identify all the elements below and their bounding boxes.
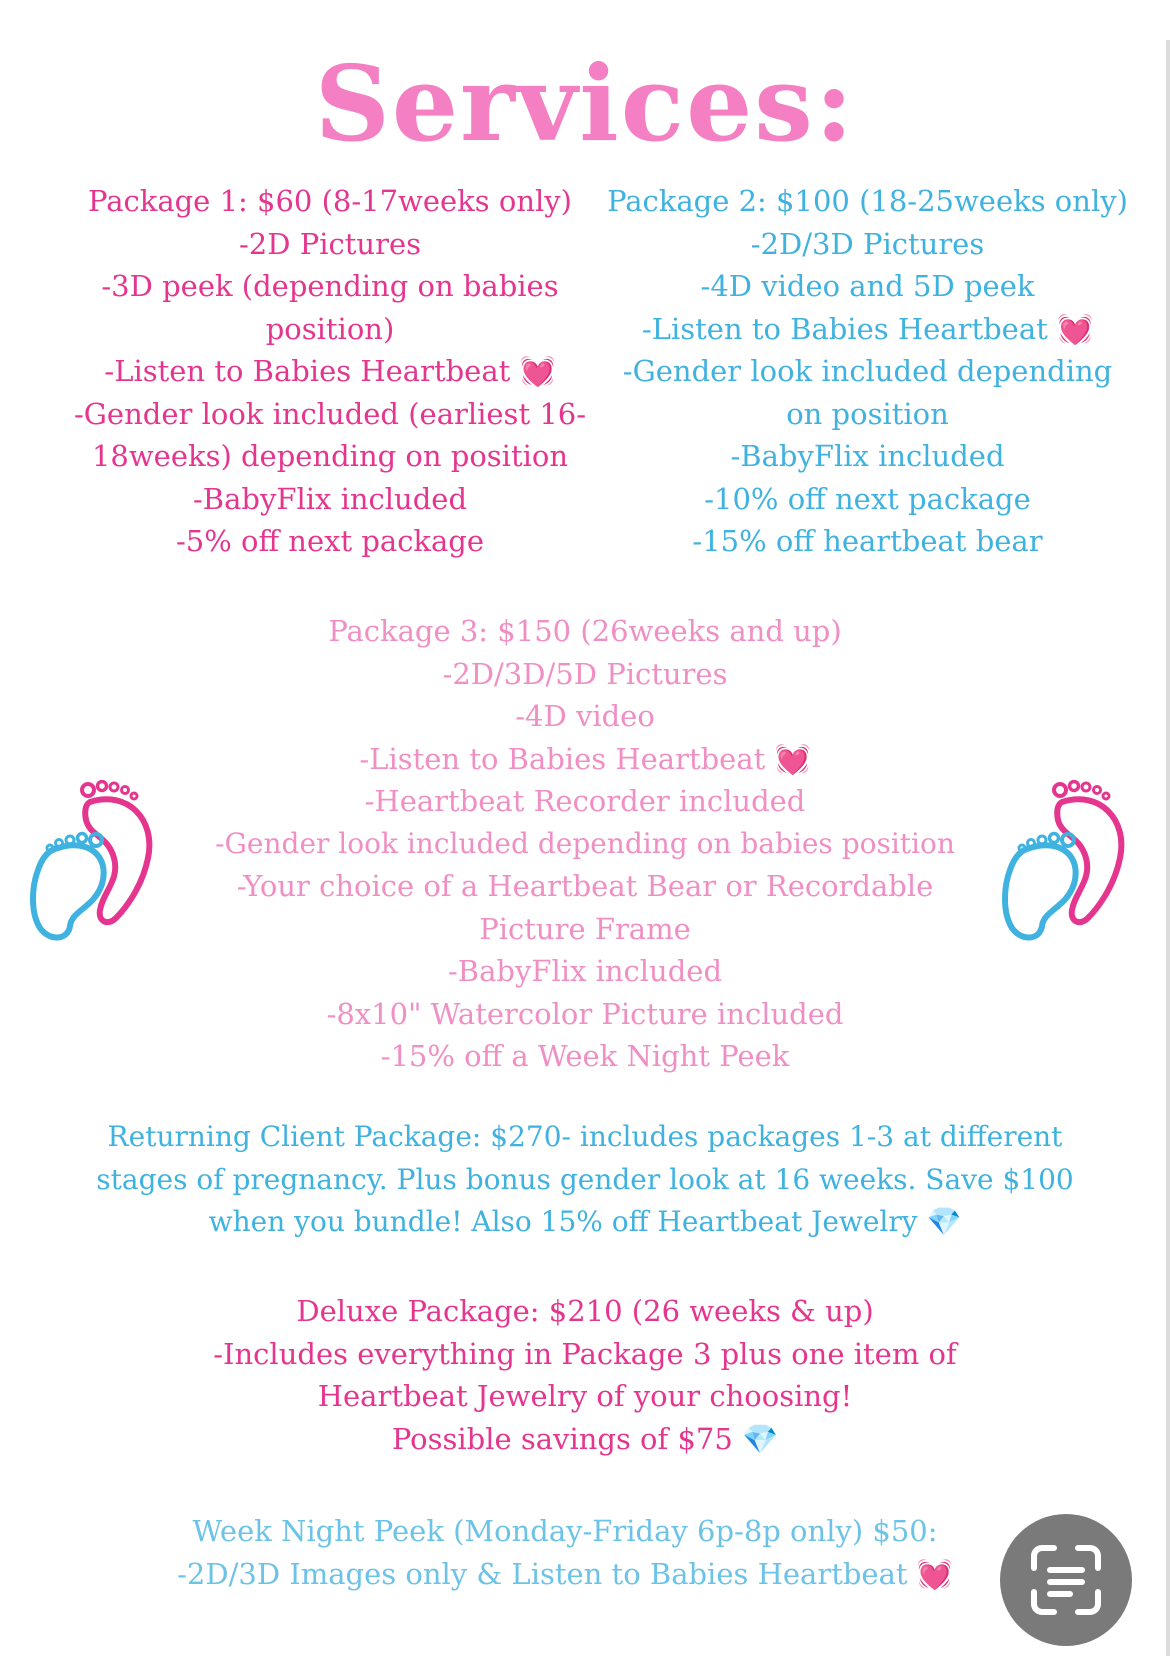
- week-night-peek: [150, 1510, 980, 1595]
- text-scan-button[interactable]: [1000, 1514, 1132, 1646]
- deluxe-line: Deluxe Package: $210 (26 weeks & up): [296, 1294, 874, 1328]
- package-2-line: -10% off next package: [704, 481, 1031, 516]
- page-edge: [1166, 40, 1170, 1656]
- package-2-line: -4D video and 5D peek: [700, 269, 1035, 303]
- package-1-heading: Package 1: $60 (8-17weeks only): [88, 184, 572, 218]
- package-2: [580, 180, 1155, 563]
- baby-feet-right-icon: [1000, 780, 1130, 950]
- package-3-line: -4D video: [515, 699, 655, 733]
- package-2-line: -Gender look included depending: [622, 354, 1113, 388]
- package-2-line: on position: [786, 396, 949, 431]
- package-2-line: -2D/3D Pictures: [750, 226, 985, 261]
- package-3-line: -15% off a Week Night Peek: [380, 1039, 790, 1073]
- package-3-line: -BabyFlix included: [447, 954, 723, 988]
- returning-client-package: [30, 1116, 1140, 1244]
- package-1: [40, 180, 620, 563]
- returning-line: stages of pregnancy. Plus bonus gender look at 16 weeks. Save $100: [96, 1162, 1074, 1196]
- deluxe-line: Heartbeat Jewelry of your choosing!: [317, 1379, 853, 1413]
- package-2-line: -Listen to Babies Heartbeat 💓: [641, 311, 1094, 346]
- package-1-line: -BabyFlix included: [192, 481, 468, 516]
- package-3-line: -Your choice of a Heartbeat Bear or Recordable: [236, 869, 934, 903]
- package-3-line: -Listen to Babies Heartbeat 💓: [359, 741, 811, 776]
- package-2-line: -BabyFlix included: [730, 439, 1005, 473]
- package-3-line: -2D/3D/5D Pictures: [442, 656, 728, 691]
- deluxe-line: -Includes everything in Package 3 plus one item of: [213, 1336, 957, 1371]
- returning-line: Returning Client Package: $270- includes packages 1-3 at different: [107, 1120, 1063, 1153]
- package-1-line: -Listen to Babies Heartbeat 💓: [104, 354, 556, 388]
- package-2-heading: Package 2: $100 (18-25weeks only): [607, 184, 1128, 218]
- page-title: Services:: [314, 42, 856, 165]
- deluxe-line: Possible savings of $75 💎: [391, 1421, 779, 1456]
- package-3-line: -8x10" Watercolor Picture included: [326, 996, 844, 1031]
- package-1-line: position): [265, 311, 395, 346]
- package-3-line: Picture Frame: [479, 911, 691, 946]
- package-1-line: -3D peek (depending on babies: [101, 269, 559, 303]
- package-1-line: -5% off next package: [175, 524, 485, 558]
- package-1-line: -Gender look included (earliest 16-: [73, 396, 587, 431]
- package-1-line: -2D Pictures: [239, 226, 421, 261]
- package-2-line: -15% off heartbeat bear: [692, 524, 1043, 558]
- weeknight-line: Week Night Peek (Monday-Friday 6p-8p only) $50:: [192, 1514, 938, 1548]
- package-3-line: -Gender look included depending on babies position: [215, 826, 955, 860]
- returning-line: when you bundle! Also 15% off Heartbeat Jewelry 💎: [208, 1205, 962, 1238]
- package-3-heading: Package 3: $150 (26weeks and up): [328, 614, 842, 648]
- package-3: [170, 610, 1000, 1078]
- package-3-line: -Heartbeat Recorder included: [364, 784, 806, 818]
- weeknight-line: -2D/3D Images only & Listen to Babies Heartbeat 💓: [177, 1556, 953, 1591]
- package-1-line: 18weeks) depending on position: [91, 439, 569, 473]
- deluxe-package: [130, 1290, 1040, 1460]
- text-scan-icon: [1000, 1514, 1132, 1646]
- baby-feet-left-icon: [28, 780, 158, 950]
